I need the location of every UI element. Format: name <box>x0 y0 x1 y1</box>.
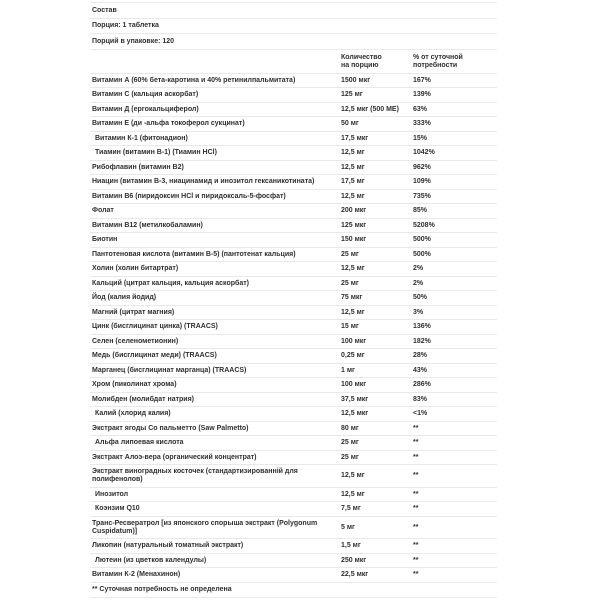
nutrient-name: Витамин В12 (метилкобаламин) <box>92 221 203 229</box>
nutrient-name: Витамин В6 (пиридоксин HCl и пиридоксаль-5-фосфат) <box>92 192 286 200</box>
nutrient-name: Экстракт Алоэ-вера (органический концентрат) <box>92 453 257 461</box>
nutrient-dv: ** <box>413 523 419 531</box>
table-row <box>90 393 497 408</box>
table-row <box>90 277 497 292</box>
nutrient-amount: 100 мкг <box>341 381 367 388</box>
table-row <box>90 306 497 321</box>
nutrient-amount: 25 мг <box>341 279 359 287</box>
table-row <box>90 190 497 205</box>
nutrient-name: Лютеин (из цветков календулы) <box>95 556 207 564</box>
nutrient-dv: 139% <box>413 91 431 98</box>
table-row <box>90 364 497 379</box>
nutrient-amount: 12,5 мкг (500 МЕ) <box>341 105 399 113</box>
nutrient-amount: 12,5 мг <box>341 265 365 272</box>
nutrient-amount: 15 мг <box>341 323 359 330</box>
nutrient-name: Экстракт виноградных косточек (стандартизированній для полифенолов) <box>92 468 298 483</box>
nutrient-dv: 50% <box>413 294 428 301</box>
table-row <box>90 117 497 132</box>
nutrient-amount: 0,25 мг <box>341 352 365 359</box>
nutrient-name: Хром (пиколинат хрома) <box>92 381 177 388</box>
nutrient-dv: ** <box>413 490 419 498</box>
nutrient-name: Магний (цитрат магния) <box>92 308 175 316</box>
nutrient-dv: 167% <box>413 76 431 84</box>
nutrient-amount: 37,5 мкг <box>341 395 369 403</box>
nutrient-dv: 15% <box>413 134 428 142</box>
nutrient-dv: 2% <box>413 279 424 287</box>
nutrient-name: Селен (селенометионин) <box>92 337 179 345</box>
nutrient-dv: 63% <box>413 105 428 113</box>
nutrient-amount: 12,5 мг <box>341 472 365 479</box>
table-row <box>90 451 497 466</box>
table-row <box>90 248 497 263</box>
nutrient-dv: 286% <box>413 381 431 388</box>
nutrient-amount: 12,5 мкг <box>341 410 369 417</box>
nutrient-amount: 12,5 мг <box>341 490 365 498</box>
nutrient-name: Витамин Е (ди -альфа токоферол сукцинат) <box>92 120 245 127</box>
nutrient-dv: 2% <box>413 265 424 272</box>
nutrient-name: Витамин С (кальция аскорбат) <box>92 91 199 98</box>
nutrient-name: Кальций (цитрат кальция, кальция аскорбат) <box>92 279 249 287</box>
nutrient-name: Цинк (бисглицинат цинка) (TRAACS) <box>92 323 218 330</box>
nutrient-amount: 75 мкг <box>341 294 363 301</box>
table-row <box>90 335 497 350</box>
nutrient-name: Калий (хлорид калия) <box>95 410 171 417</box>
nutrient-dv: ** <box>413 424 419 432</box>
serving-size: Порция: 1 таблетка <box>90 19 497 35</box>
nutrient-amount: 250 мкг <box>341 556 367 564</box>
nutrient-dv: ** <box>413 571 419 578</box>
table-row <box>90 539 497 554</box>
table-row <box>90 175 497 190</box>
table-row <box>90 320 497 335</box>
nutrient-name: Инозитол <box>95 490 129 498</box>
table-row <box>90 568 497 583</box>
nutrient-name: Фолат <box>92 207 114 214</box>
table-header <box>90 50 497 74</box>
column-dv-label: % от суточной потребности <box>413 53 463 69</box>
nutrient-dv: 136% <box>413 323 431 330</box>
table-row <box>90 161 497 176</box>
nutrient-name: Транс-Ресвератрол [из японского спорыша экстракт (Polygonum Cuspidatum)] <box>92 519 318 535</box>
table-row <box>90 554 497 569</box>
nutrient-name: Рибофлавин (витамин В2) <box>92 163 184 171</box>
table-row <box>90 349 497 364</box>
nutrient-amount: 12,5 мг <box>341 308 365 316</box>
nutrient-amount: 1 мг <box>341 366 355 374</box>
nutrient-amount: 12,5 мг <box>341 149 365 156</box>
nutrient-dv: ** <box>413 439 419 446</box>
nutrient-amount: 12,5 мг <box>341 192 365 200</box>
nutrient-amount: 17,5 мг <box>341 178 365 185</box>
nutrient-amount: 5 мг <box>341 523 355 531</box>
nutrient-dv: 182% <box>413 337 431 345</box>
table-row <box>90 422 497 437</box>
nutrient-amount: 1500 мкг <box>341 76 371 84</box>
nutrient-name: Холин (холин битартрат) <box>92 265 179 272</box>
table-row <box>90 132 497 147</box>
column-amount-label: Количество на порцию <box>341 53 382 69</box>
nutrient-dv: <1% <box>413 410 428 417</box>
table-row <box>90 517 497 540</box>
nutrient-amount: 100 мкг <box>341 337 367 345</box>
nutrient-dv: 109% <box>413 178 431 185</box>
nutrient-amount: 125 мг <box>341 91 363 98</box>
nutrient-dv: 962% <box>413 163 431 171</box>
nutrient-rows <box>90 74 497 583</box>
composition-panel <box>90 2 497 598</box>
nutrient-dv: 5208% <box>413 221 435 229</box>
nutrient-name: Пантотеновая кислота (витамин В-5) (пантотенат кальция) <box>92 250 296 258</box>
nutrient-name: Витамин Д (ергокальциферол) <box>92 105 199 113</box>
nutrient-dv: 28% <box>413 352 428 359</box>
nutrient-amount: 22,5 мкг <box>341 571 369 578</box>
table-row <box>90 465 497 488</box>
footnote: ** Суточная потребность не определена <box>90 583 497 599</box>
table-row <box>90 378 497 393</box>
nutrient-name: Витамин К-2 (Менахинон) <box>92 571 181 578</box>
table-row <box>90 233 497 248</box>
table-row <box>90 204 497 219</box>
nutrient-amount: 25 мг <box>341 250 359 258</box>
column-dv-header <box>413 54 497 70</box>
nutrient-name: Экстракт ягоды Со пальметто (Saw Palmetto) <box>92 424 249 432</box>
table-row <box>90 103 497 118</box>
nutrient-dv: ** <box>413 556 419 564</box>
nutrient-amount: 125 мкг <box>341 221 367 229</box>
nutrient-dv: 3% <box>413 308 424 316</box>
table-row <box>90 436 497 451</box>
table-row <box>90 291 497 306</box>
nutrient-dv: 1042% <box>413 149 435 156</box>
servings-per-pack: Порций в упаковке: 120 <box>90 34 497 50</box>
nutrient-amount: 17,5 мкг <box>341 134 369 142</box>
nutrient-name: Йод (калия йодид) <box>92 294 157 301</box>
nutrient-amount: 25 мг <box>341 439 359 446</box>
nutrient-name: Ниацин (витамин В-3, ниацинамид и инозитол гексаникотината) <box>92 178 315 185</box>
composition-title: Состав <box>90 2 497 19</box>
column-amount-header <box>341 54 413 70</box>
nutrient-amount: 80 мг <box>341 424 359 432</box>
nutrient-dv: 85% <box>413 207 428 214</box>
nutrient-name: Марганец (бисглицинат марганца) (TRAACS) <box>92 366 247 374</box>
nutrient-name: Молибден (молибдат натрия) <box>92 395 195 403</box>
table-row <box>90 146 497 161</box>
nutrient-amount: 50 мг <box>341 120 359 127</box>
table-row <box>90 74 497 89</box>
nutrient-name: Тиамин (витамин В-1) (Тиамин HCl) <box>95 149 217 156</box>
nutrient-dv: 500% <box>413 250 431 258</box>
nutrient-name: Биотин <box>92 236 118 243</box>
nutrient-dv: 83% <box>413 395 428 403</box>
nutrient-dv: 43% <box>413 366 428 374</box>
nutrient-name: Медь (бисглицинат меди) (TRAACS) <box>92 352 217 359</box>
nutrient-amount: 150 мкг <box>341 236 367 243</box>
nutrient-dv: 500% <box>413 236 431 243</box>
table-row <box>90 407 497 422</box>
table-row <box>90 219 497 234</box>
nutrient-dv: ** <box>413 542 419 549</box>
nutrient-name: Ликопин (натуральный томатный экстракт) <box>92 542 244 549</box>
table-row <box>90 262 497 277</box>
table-row <box>90 488 497 503</box>
nutrient-name: Витамин К-1 (фитонадион) <box>95 134 188 142</box>
nutrient-dv: 333% <box>413 120 431 127</box>
nutrient-dv: ** <box>413 472 419 479</box>
table-row <box>90 502 497 517</box>
nutrient-amount: 200 мкг <box>341 207 367 214</box>
nutrient-amount: 25 мг <box>341 453 359 461</box>
nutrient-amount: 12,5 мг <box>341 163 365 171</box>
table-row <box>90 88 497 103</box>
nutrient-dv: ** <box>413 505 419 512</box>
nutrient-name: Коэнзим Q10 <box>95 505 140 512</box>
nutrient-dv: 735% <box>413 192 431 200</box>
nutrient-name: Витамин А (60% бета-каротина и 40% ретинилпальмитата) <box>92 76 296 84</box>
nutrient-dv: ** <box>413 453 419 461</box>
nutrient-name: Альфа липоевая кислота <box>95 439 184 446</box>
nutrient-amount: 7,5 мг <box>341 505 361 512</box>
nutrient-amount: 1,5 мг <box>341 542 361 549</box>
